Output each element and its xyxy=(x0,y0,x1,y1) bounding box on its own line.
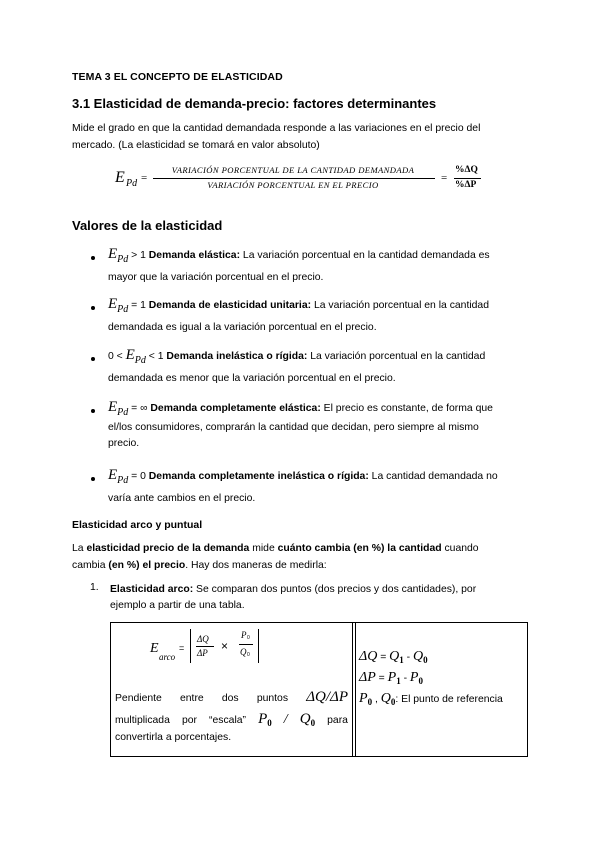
arc-paragraph: La elasticidad precio de la demanda mide cuánto cambia (en %) la cantidad cuando cambia (en %) el precio. Hay dos maneras de medirla: xyxy=(72,543,479,571)
e-arco-symbol: E xyxy=(150,641,159,656)
table-divider xyxy=(352,623,353,756)
q0-bottom-sub: 0 xyxy=(247,652,250,658)
bullet-dot-1 xyxy=(91,256,95,260)
e-pd-symbol: E xyxy=(108,296,118,312)
bullet-dot-5 xyxy=(91,477,95,481)
e-pd-symbol: E xyxy=(125,347,135,363)
delta-definitions xyxy=(359,649,503,707)
formula-equals-2: = xyxy=(441,172,448,184)
formula-ratio-num: %ΔQ xyxy=(455,165,478,175)
e-pd-symbol: E xyxy=(108,399,118,415)
reference-point-definition: P0 , Q0: El punto de referencia xyxy=(359,691,503,707)
bullet-perfectly-elastic: EPd = ∞ Demanda completamente elástica: El precio es constante, de forma que el/los consumidores, comprarán la cantidad que decidan, pero siempre al mismo precio. xyxy=(108,399,493,449)
intro-line-1: Mide el grado en que la cantidad demandada responde a las variaciones en el precio del xyxy=(72,123,481,134)
bullet-inelastic: 0 < EPd < 1 Demanda inelástica o rígida: La variación porcentual en la cantidad demandada es menor que la variación porcentual en el precio. xyxy=(108,347,486,384)
e-arco-equals: = xyxy=(179,643,185,653)
section-heading: 3.1 Elasticidad de demanda-precio: factores determinantes xyxy=(72,96,437,111)
bullet-dot-3 xyxy=(91,357,95,361)
p0-q0-line xyxy=(239,644,253,645)
formula-ratio-line xyxy=(454,178,481,179)
delta-q-definition: ΔQ = Q1 - Q0 xyxy=(359,649,428,665)
arc-heading: Elasticidad arco y puntual xyxy=(72,519,203,531)
delta-p: ΔP xyxy=(197,648,208,658)
table-divider-2 xyxy=(355,623,356,756)
list-item-arc: Elasticidad arco: Se comparan dos puntos (dos precios y dos cantidades), por ejemplo a partir de una tabla. xyxy=(110,584,477,611)
abs-bar-right xyxy=(258,629,259,663)
slope-description: Pendiente entre dos puntos ΔQ/ΔP multiplicada por “escala” P0 / Q0 para convertirla a porcentajes. xyxy=(115,689,348,743)
arc-formula-table xyxy=(110,622,528,757)
formula-lhs: E xyxy=(115,169,125,186)
formula-denominator: VARIACIÓN PORCENTUAL EN EL PRECIO xyxy=(207,180,379,190)
formula-ratio-den: %ΔP xyxy=(455,180,477,190)
doc-title: TEMA 3 EL CONCEPTO DE ELASTICIDAD xyxy=(72,71,283,83)
bullet-perfectly-inelastic: EPd = 0 Demanda completamente inelástica o rígida: La cantidad demandada no varía ante cambios en el precio. xyxy=(108,467,498,504)
formula-fraction-line xyxy=(153,178,435,179)
delta-q: ΔQ xyxy=(197,634,209,644)
times-sign: × xyxy=(221,639,229,653)
abs-bar-left xyxy=(190,629,191,663)
list-number: 1. xyxy=(90,582,99,593)
delta-p-definition: ΔP = P1 - P0 xyxy=(359,670,423,686)
intro-paragraph xyxy=(72,121,527,154)
e-pd-symbol: E xyxy=(108,246,118,262)
bullet-unitary: EPd = 1 Demanda de elasticidad unitaria: La variación porcentual en la cantidad demandada es igual a la variación porcentual en el precio. xyxy=(108,296,489,333)
elasticity-formula xyxy=(115,163,495,195)
p0-top: P xyxy=(241,630,247,640)
e-pd-symbol: E xyxy=(108,467,118,483)
bullet-dot-2 xyxy=(91,306,95,310)
p0-top-sub: 0 xyxy=(247,635,250,641)
intro-line-2: mercado. (La elasticidad se tomará en valor absoluto) xyxy=(72,139,320,151)
bullet-dot-4 xyxy=(91,409,95,413)
q0-bottom: Q xyxy=(240,647,247,657)
e-arco-sub: arco xyxy=(159,652,176,662)
formula-equals: = xyxy=(141,172,148,184)
bullet-elastic: EPd > 1 Demanda elástica: La variación porcentual en la cantidad demandada es mayor que la variación porcentual en el precio. xyxy=(108,246,490,283)
values-heading: Valores de la elasticidad xyxy=(72,218,223,233)
dq-dp-line xyxy=(196,646,214,647)
formula-lhs-sub: Pd xyxy=(126,178,138,189)
formula-numerator: VARIACIÓN PORCENTUAL DE LA CANTIDAD DEMANDADA xyxy=(171,165,415,175)
